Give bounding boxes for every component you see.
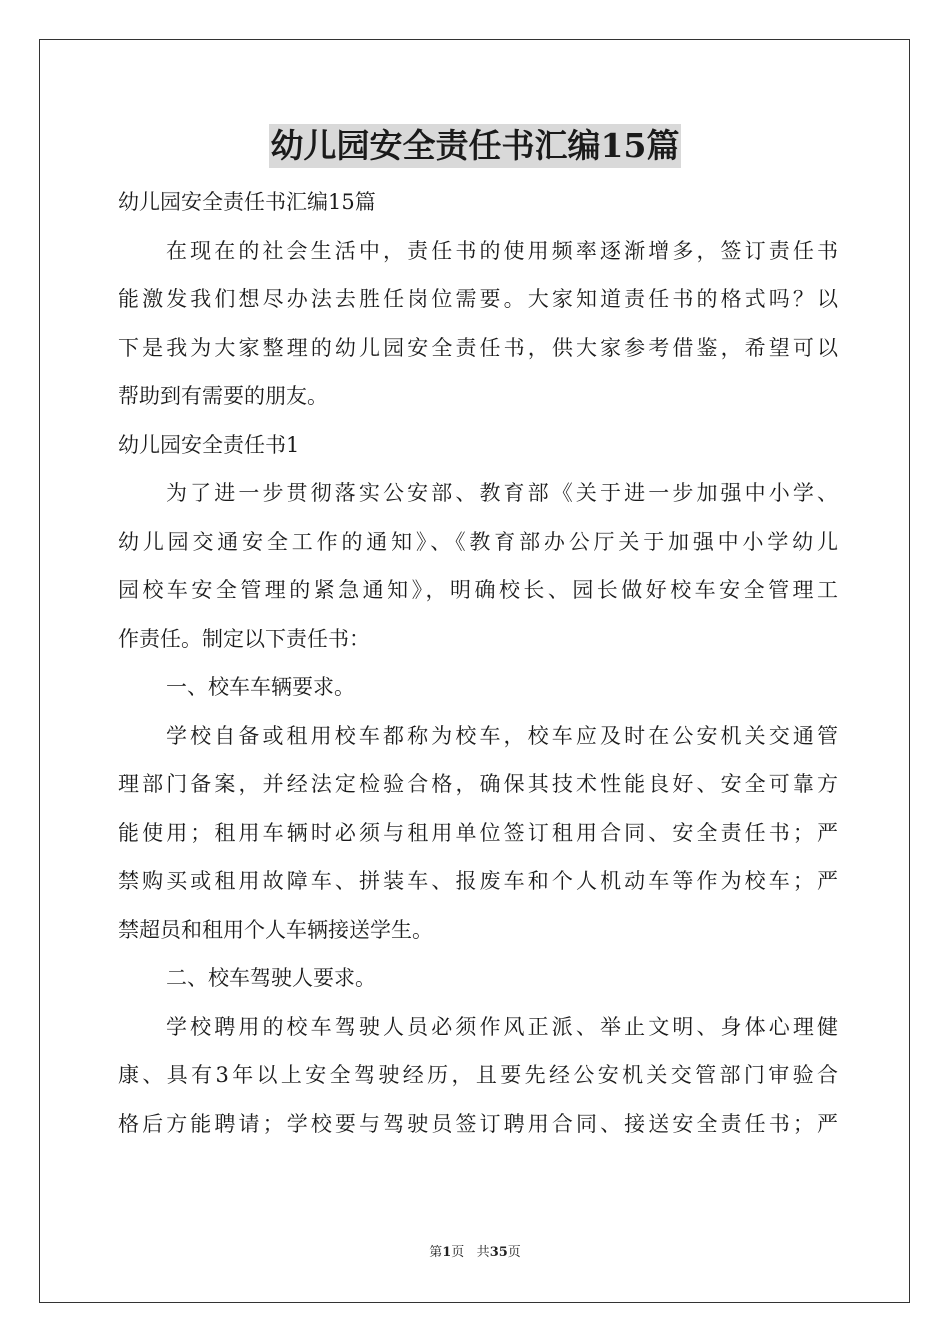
- body-line: 幼儿园安全责任书汇编15篇: [118, 190, 376, 214]
- footer-total-label: 页: [507, 1245, 521, 1260]
- total-pages-number: 35: [489, 1245, 508, 1260]
- subsection-heading: 二、校车驾驶人要求。: [166, 966, 376, 990]
- body-line: 学校自备或租用校车都称为校车，校车应及时在公安机关交通管: [166, 723, 838, 748]
- body-line: 理部门备案，并经法定检验合格，确保其技术性能良好、安全可靠方: [118, 772, 838, 796]
- section-heading: 幼儿园安全责任书1: [118, 432, 300, 457]
- body-line: 学校聘用的校车驾驶人员必须作风正派、举止文明、身体心理健: [166, 1014, 838, 1039]
- body-line: 在现在的社会生活中，责任书的使用频率逐渐增多，签订责任书: [166, 238, 838, 263]
- body-line: 能激发我们想尽办法去胜任岗位需要。大家知道责任书的格式吗？以: [118, 287, 838, 311]
- body-line: 下是我为大家整理的幼儿园安全责任书，供大家参考借鉴，希望可以: [118, 335, 838, 360]
- body-line: 作责任。制定以下责任书：: [118, 626, 370, 651]
- footer-page-label: 页: [451, 1245, 465, 1260]
- body-line: 康、具有3年以上安全驾驶经历，且要先经公安机关交管部门审验合: [118, 1063, 838, 1087]
- current-page-number: 1: [442, 1245, 452, 1260]
- body-line: 格后方能聘请；学校要与驾驶员签订聘用合同、接送安全责任书；严: [118, 1111, 838, 1136]
- body-line: 园校车安全管理的紧急通知》，明确校长、园长做好校车安全管理工: [118, 578, 838, 602]
- page-footer: [0, 1243, 950, 1263]
- body-line: 为了进一步贯彻落实公安部、教育部《关于进一步加强中小学、: [166, 481, 838, 505]
- body-line: 帮助到有需要的朋友。: [118, 384, 328, 408]
- document-title: 幼儿园安全责任书汇编15篇: [269, 124, 682, 168]
- body-line: 幼儿园交通安全工作的通知》、《教育部办公厅关于加强中小学幼儿: [118, 529, 838, 554]
- subsection-heading: 一、校车车辆要求。: [166, 675, 355, 699]
- body-line: 禁超员和租用个人车辆接送学生。: [118, 917, 433, 942]
- title-wrap: [0, 124, 950, 168]
- body-line: 能使用；租用车辆时必须与租用单位签订租用合同、安全责任书；严: [118, 820, 838, 845]
- body-line: 禁购买或租用故障车、拼装车、报废车和个人机动车等作为校车；严: [118, 869, 838, 893]
- footer-total-prefix: 共: [476, 1245, 490, 1260]
- footer-prefix: 第: [429, 1245, 443, 1260]
- document-body: [118, 178, 838, 1148]
